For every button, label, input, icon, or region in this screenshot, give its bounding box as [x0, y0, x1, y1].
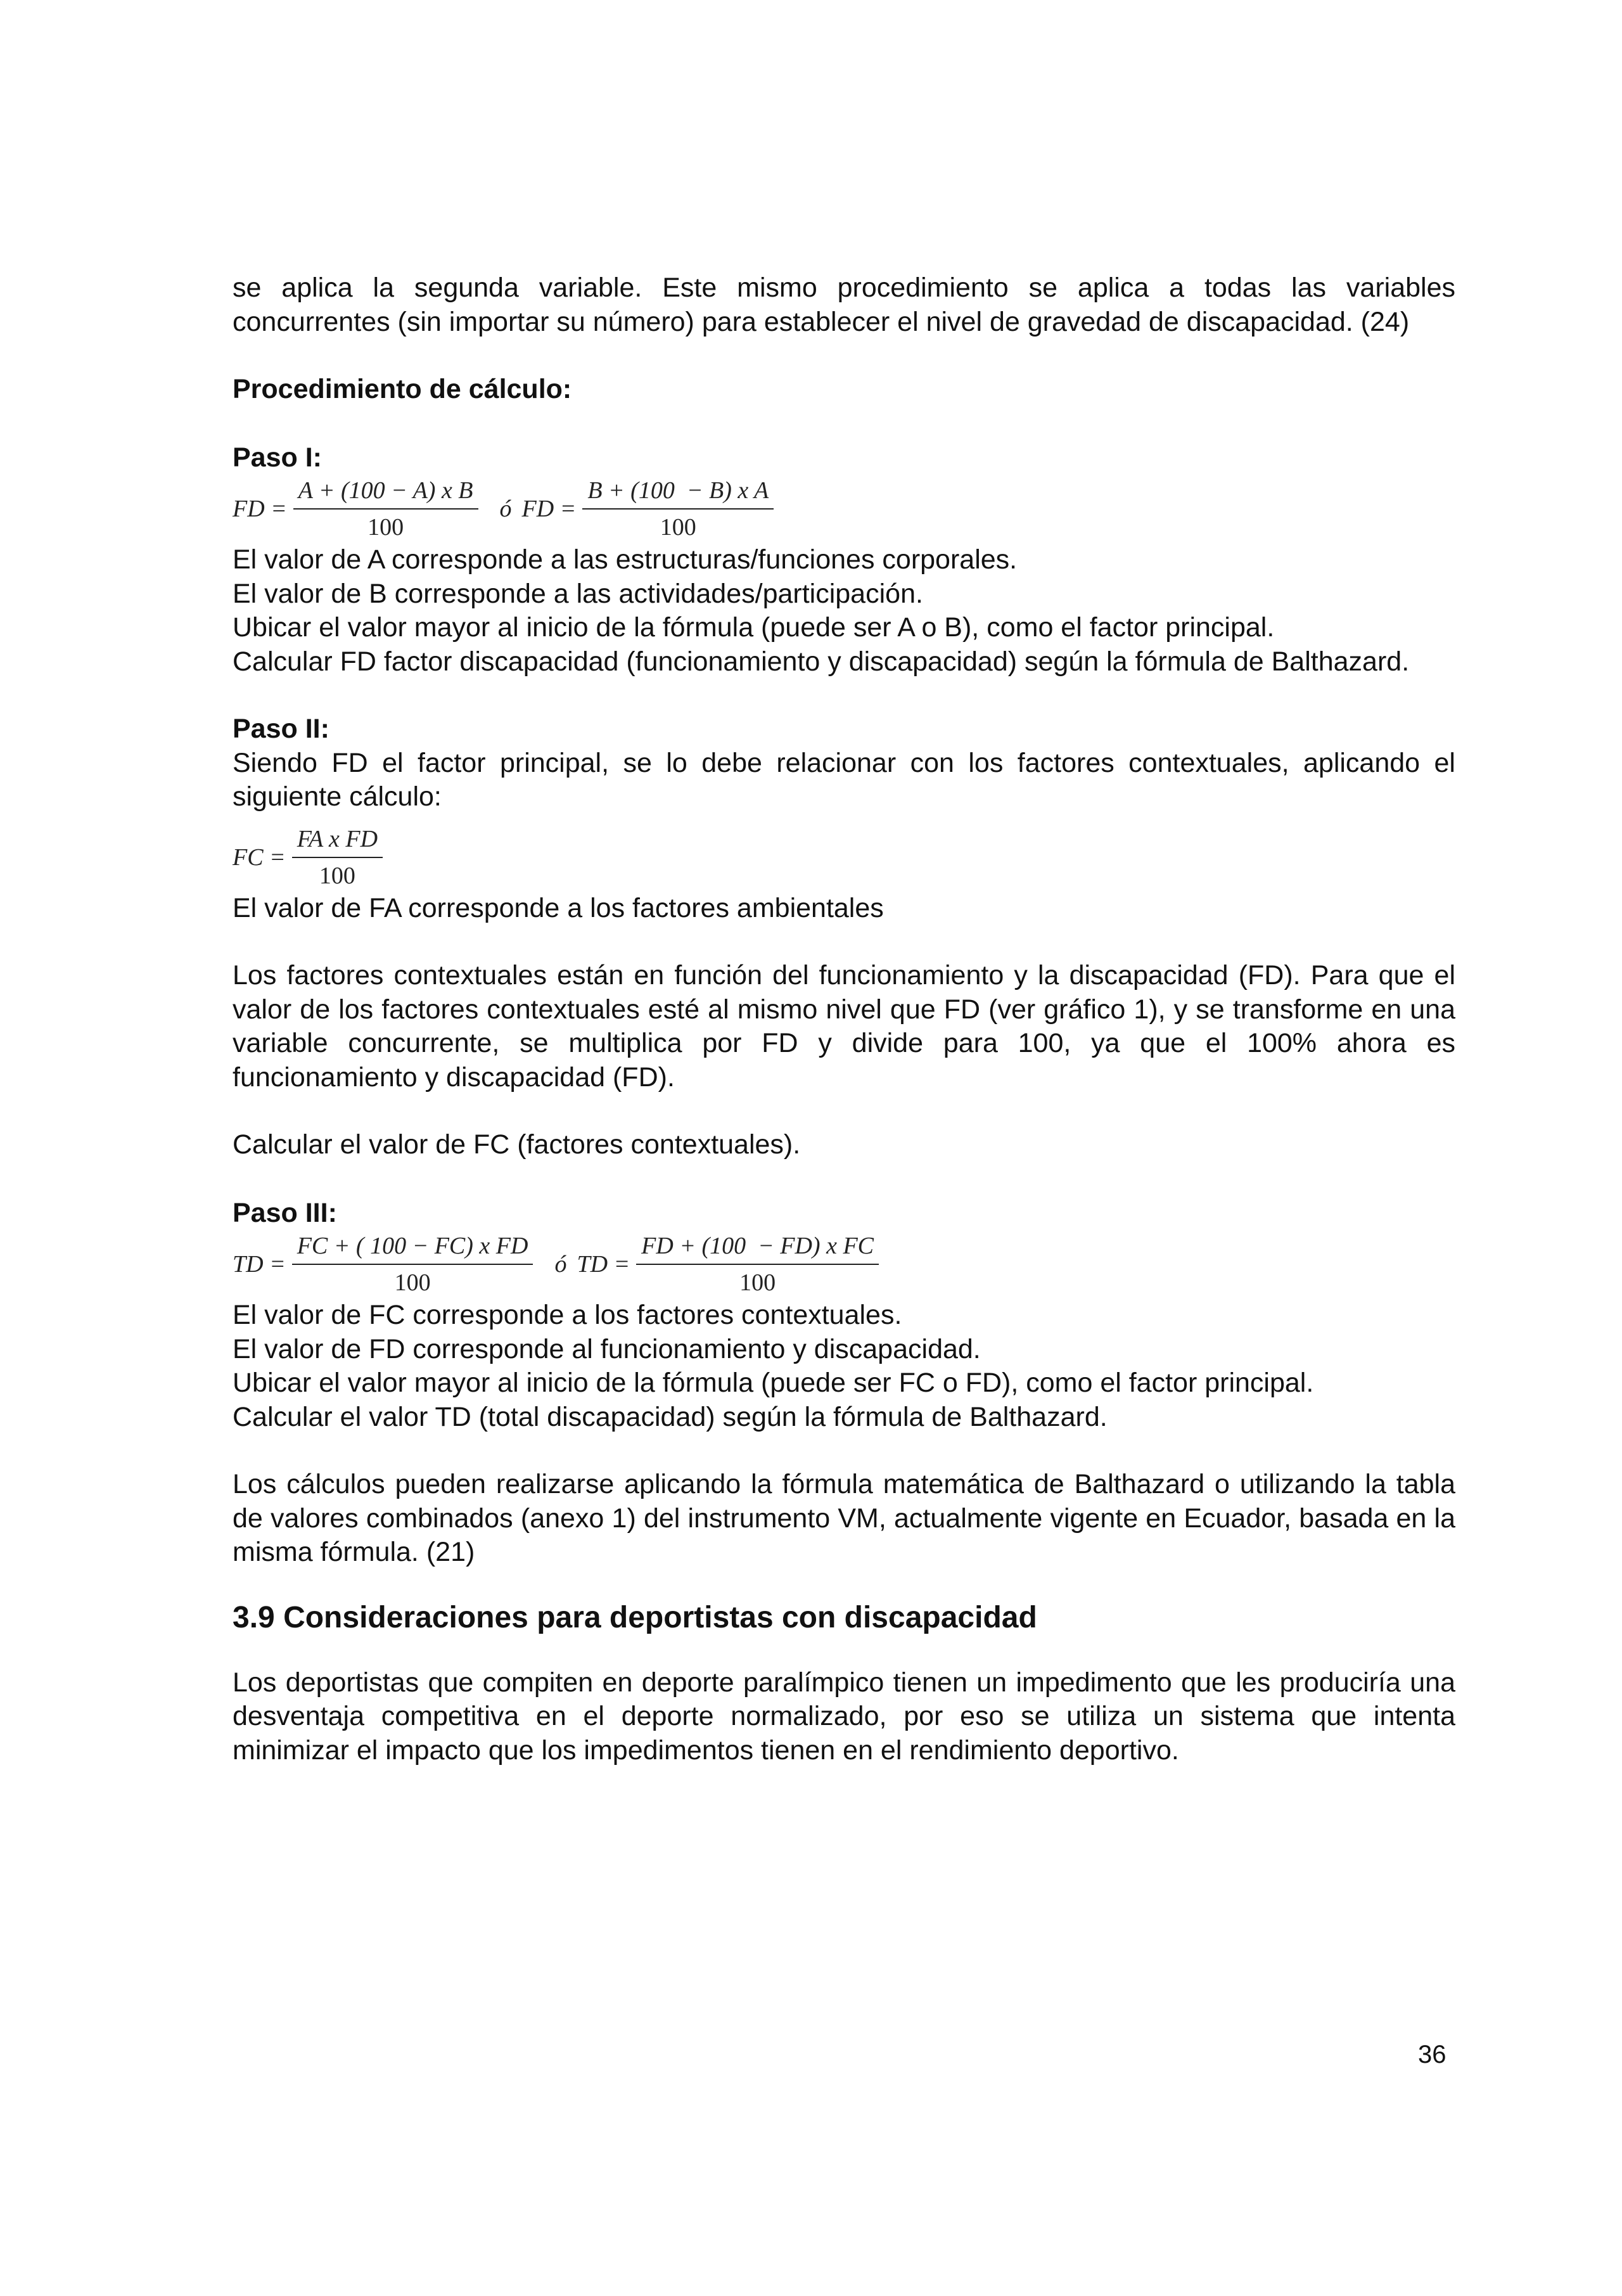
paso2-paragraph: Siendo FD el factor principal, se lo debe relacionar con los factores contextuales, aplicando el siguiente cálculo: — [233, 747, 1455, 812]
paso1-line: Ubicar el valor mayor al inicio de la fórmula (puede ser A o B), como el factor principal. — [233, 612, 1275, 643]
formula-numerator: A + (100 − A) x B — [293, 477, 478, 510]
formula-separator: ó — [499, 496, 512, 522]
formula-fd-fraction-a — [293, 477, 478, 541]
formula-fd-fraction-b — [582, 477, 774, 541]
formula-td-fraction-b — [636, 1232, 879, 1297]
formula-td-lhs-alt: TD = — [577, 1251, 630, 1278]
page-number: 36 — [1418, 2041, 1446, 2068]
procedimiento-heading: Procedimiento de cálculo: — [233, 374, 572, 404]
formula-denominator: 100 — [319, 862, 355, 889]
formula-fc — [233, 823, 1455, 892]
paso1-line: El valor de B corresponde a las actividades/participación. — [233, 578, 923, 609]
paso2-heading: Paso II: — [233, 714, 329, 744]
formula-fc-fraction — [292, 825, 383, 890]
paso1-line: El valor de A corresponde a las estructuras/funciones corporales. — [233, 544, 1018, 575]
document-page — [233, 271, 1455, 1767]
paso1-line: Calcular FD factor discapacidad (funcionamiento y discapacidad) según la fórmula de Balthazard. — [233, 646, 1410, 677]
formula-td — [233, 1230, 1455, 1299]
formula-numerator: FA x FD — [292, 825, 383, 858]
formula-td-lhs: TD = — [233, 1251, 286, 1278]
formula-fc-lhs: FC = — [233, 843, 286, 871]
deportistas-paragraph: Los deportistas que compiten en deporte paralímpico tienen un impedimento que les produciría una desventaja competitiva en el deporte normalizado, por eso se utiliza un sistema que intenta minimizar el impacto que los impedimentos tienen en el rendimiento deportivo. — [233, 1667, 1455, 1766]
formula-separator: ó — [554, 1251, 567, 1278]
formula-numerator: FC + ( 100 − FC) x FD — [292, 1232, 533, 1265]
paso3-line: El valor de FD corresponde al funcionamiento y discapacidad. — [233, 1333, 981, 1364]
paso1-heading: Paso I: — [233, 442, 322, 473]
formula-denominator: 100 — [394, 1269, 431, 1296]
formula-fd-lhs-alt: FD = — [521, 496, 577, 522]
formula-denominator: 100 — [739, 1269, 776, 1296]
formula-numerator: B + (100 − B) x A — [582, 477, 774, 510]
formula-numerator: FD + (100 − FD) x FC — [636, 1232, 879, 1265]
paso2-fa-line: El valor de FA corresponde a los factores ambientales — [233, 892, 884, 923]
paso3-line: Ubicar el valor mayor al inicio de la fórmula (puede ser FC o FD), como el factor principal. — [233, 1368, 1314, 1398]
formula-fd — [233, 475, 1455, 543]
calculos-paragraph: Los cálculos pueden realizarse aplicando la fórmula matemática de Balthazard o utilizando la tabla de valores combinados (anexo 1) del instrumento VM, actualmente vigente en Ecuador, basada en la misma fórmula. (21) — [233, 1469, 1455, 1567]
paso3-line: El valor de FC corresponde a los factores contextuales. — [233, 1300, 902, 1330]
calcular-fc-line: Calcular el valor de FC (factores contextuales). — [233, 1129, 801, 1160]
formula-denominator: 100 — [660, 514, 696, 541]
formula-td-fraction-a — [292, 1232, 533, 1297]
formula-fd-lhs: FD = — [233, 496, 287, 522]
section-heading: 3.9 Consideraciones para deportistas con discapacidad — [233, 1600, 1037, 1634]
paso3-heading: Paso III: — [233, 1197, 337, 1228]
contextuales-paragraph: Los factores contextuales están en función del funcionamiento y la discapacidad (FD). Para que el valor de los factores contextuales esté al mismo nivel que FD (ver gráfico 1), y se transforme en una variable concurrente, se multiplica por FD y divide para 100, ya que el 100% ahora es funcionamiento y discapacidad (FD). — [233, 960, 1455, 1093]
paso3-line: Calcular el valor TD (total discapacidad) según la fórmula de Balthazard. — [233, 1401, 1108, 1432]
intro-paragraph: se aplica la segunda variable. Este mismo procedimiento se aplica a todas las variables concurrentes (sin importar su número) para establecer el nivel de gravedad de discapacidad. (24) — [233, 273, 1455, 337]
formula-denominator: 100 — [367, 514, 404, 541]
